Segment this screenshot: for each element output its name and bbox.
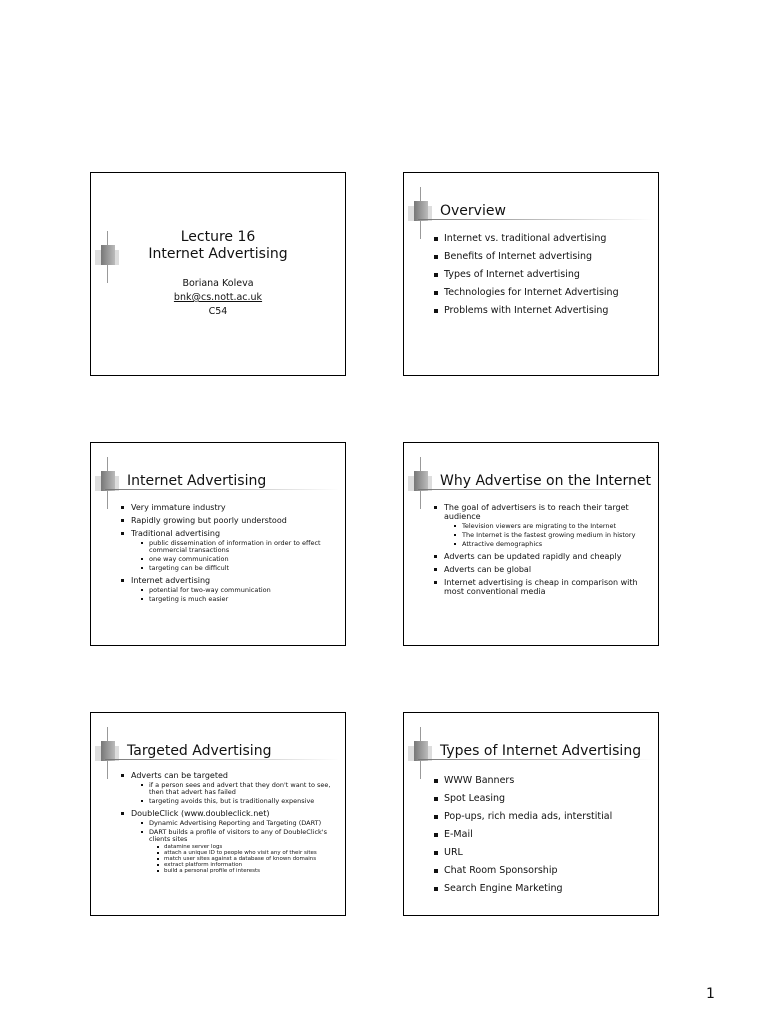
list-item: Adverts can be global xyxy=(434,565,650,574)
title-underline xyxy=(105,489,339,490)
page-number: 1 xyxy=(706,986,715,1002)
bullet-list xyxy=(434,233,650,316)
course-code: C54 xyxy=(208,306,228,317)
list-item: URL xyxy=(434,847,650,858)
slide-overview xyxy=(403,172,659,376)
sub-sub-item: attach a unique ID to people who visit any of their sites xyxy=(157,850,337,856)
sub-sub-item: extract platform information xyxy=(157,862,337,868)
sub-sub-item: datamine server logs xyxy=(157,844,337,850)
slide-heading: Targeted Advertising xyxy=(127,743,272,759)
lecture-number: Lecture 16 xyxy=(180,229,256,245)
slide-decoration xyxy=(95,741,121,769)
title-underline xyxy=(418,759,652,760)
sub-item: targeting is much easier xyxy=(141,596,337,603)
slide-decoration xyxy=(408,201,434,229)
list-item: Chat Room Sponsorship xyxy=(434,865,650,876)
bullet-list xyxy=(121,771,337,874)
slide-why-advertise xyxy=(403,442,659,646)
list-item: Adverts can be updated rapidly and cheaply xyxy=(434,552,650,561)
sub-item: potential for two-way communication xyxy=(141,587,337,594)
bullet-list xyxy=(434,775,650,894)
bullet-list xyxy=(121,503,337,603)
title-underline xyxy=(418,489,652,490)
sub-item: Attractive demographics xyxy=(454,541,650,548)
list-item: Internet advertising is cheap in comparison with most conventional media xyxy=(434,578,650,596)
slide-decoration xyxy=(95,471,121,499)
list-item: Problems with Internet Advertising xyxy=(434,305,650,316)
sub-sub-item: build a personal profile of interests xyxy=(157,868,337,874)
list-item: E-Mail xyxy=(434,829,650,840)
list-item: Adverts can be targeted if a person sees and advert that they don't want to see, then that advert has failed targeting avoids this, but is traditionally expensive xyxy=(121,771,337,805)
title-underline xyxy=(105,759,339,760)
list-item: DoubleClick (www.doubleclick.net) Dynamic Advertising Reporting and Targeting (DART) DART builds a profile of visitors to any of DoubleClick's clients sites datamine server logs attach a unique ID to people who visit any of their sites match user sites against a database of known domains extract platform information build a personal profile of interests xyxy=(121,809,337,874)
sub-sub-item: match user sites against a database of known domains xyxy=(157,856,337,862)
list-item: Search Engine Marketing xyxy=(434,883,650,894)
sub-item: one way communication xyxy=(141,556,337,563)
author-name: Boriana Koleva xyxy=(182,278,254,289)
list-item: Traditional advertising public dissemination of information in order to effect commercial transactions one way communication targeting can be difficult xyxy=(121,529,337,572)
lecture-title: Internet Advertising xyxy=(148,246,288,262)
slide-title xyxy=(90,172,346,376)
slide-targeted-advertising xyxy=(90,712,346,916)
list-item: Technologies for Internet Advertising xyxy=(434,287,650,298)
title-underline xyxy=(418,219,652,220)
sub-item: if a person sees and advert that they don't want to see, then that advert has failed xyxy=(141,782,337,796)
sub-item: DART builds a profile of visitors to any of DoubleClick's clients sites datamine server logs attach a unique ID to people who visit any of their sites match user sites against a database of known domains extract platform information build a personal profile of interests xyxy=(141,829,337,874)
list-item: Spot Leasing xyxy=(434,793,650,804)
slide-decoration xyxy=(408,471,434,499)
slide-types xyxy=(403,712,659,916)
list-item: Rapidly growing but poorly understood xyxy=(121,516,337,525)
slide-heading: Internet Advertising xyxy=(127,473,267,489)
sub-item: targeting can be difficult xyxy=(141,565,337,572)
slide-heading: Types of Internet Advertising xyxy=(440,743,642,759)
list-item: WWW Banners xyxy=(434,775,650,786)
sub-item: targeting avoids this, but is traditionally expensive xyxy=(141,798,337,805)
slide-internet-advertising xyxy=(90,442,346,646)
list-item: Internet advertising potential for two-way communication targeting is much easier xyxy=(121,576,337,603)
author-email-link[interactable]: bnk@cs.nott.ac.uk xyxy=(173,292,263,303)
list-item: Pop-ups, rich media ads, interstitial xyxy=(434,811,650,822)
slide-heading: Why Advertise on the Internet xyxy=(440,473,651,489)
bullet-list xyxy=(434,503,650,596)
list-item: The goal of advertisers is to reach their target audience Television viewers are migrating to the Internet The Internet is the fastest growing medium in history Attractive demographics xyxy=(434,503,650,548)
sub-item: Dynamic Advertising Reporting and Targeting (DART) xyxy=(141,820,337,827)
list-item: Internet vs. traditional advertising xyxy=(434,233,650,244)
list-item: Benefits of Internet advertising xyxy=(434,251,650,262)
sub-item: The Internet is the fastest growing medium in history xyxy=(454,532,650,539)
title-block xyxy=(91,229,345,319)
sub-item: public dissemination of information in order to effect commercial transactions xyxy=(141,540,337,554)
sub-item: Television viewers are migrating to the Internet xyxy=(454,523,650,530)
slide-decoration xyxy=(408,741,434,769)
slide-heading: Overview xyxy=(440,203,506,219)
list-item: Types of Internet advertising xyxy=(434,269,650,280)
list-item: Very immature industry xyxy=(121,503,337,512)
